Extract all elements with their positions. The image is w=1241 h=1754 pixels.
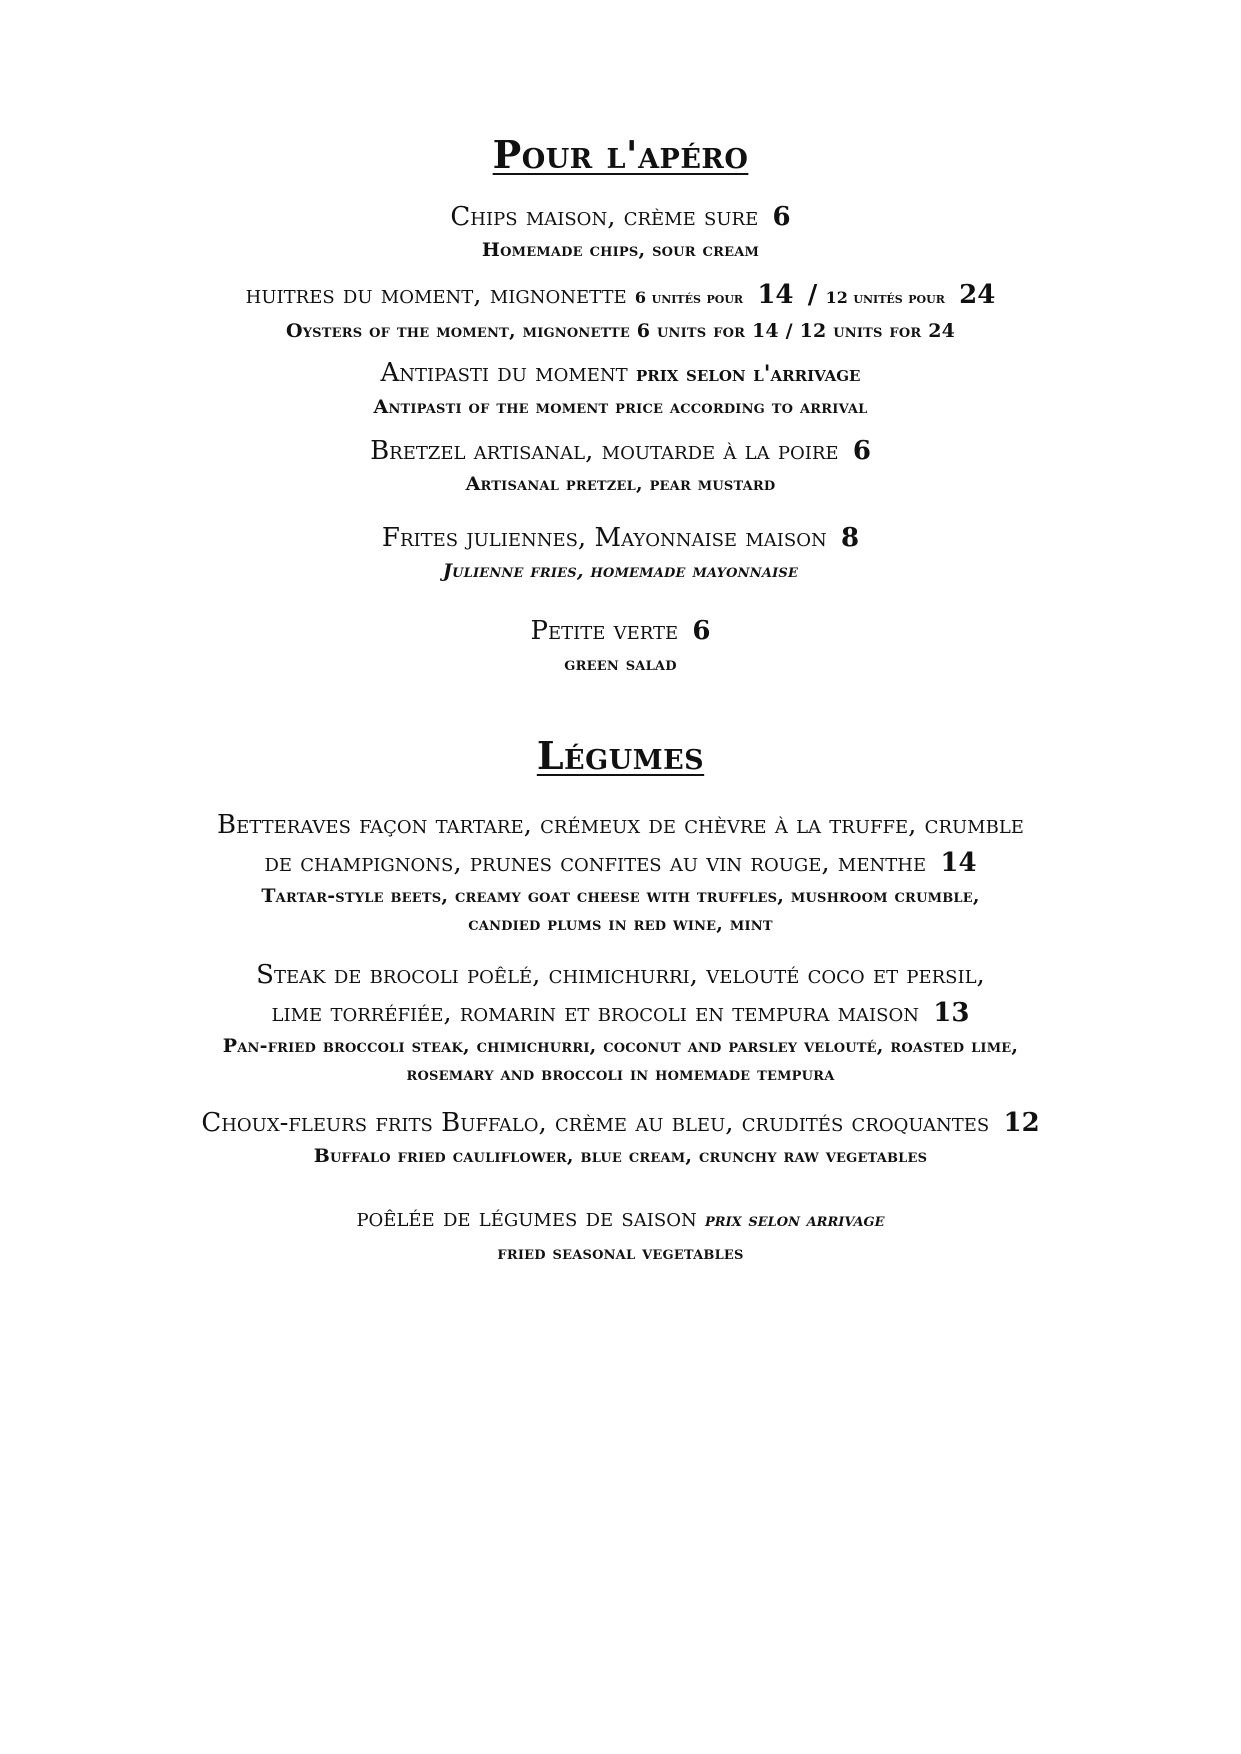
- item-price: 24: [959, 280, 996, 310]
- item-name-en: Homemade chips, sour cream: [481, 239, 760, 261]
- price-separator: /: [807, 280, 818, 310]
- menu-item: [0, 1199, 1241, 1267]
- item-name-en: fried seasonal vegetables: [497, 1242, 744, 1264]
- item-quantity: 12 unités pour: [825, 288, 945, 307]
- menu-item: [0, 198, 1241, 264]
- section-title: Pour l'apéro: [492, 132, 749, 177]
- item-name-en: Julienne fries, homemade mayonnaise: [442, 560, 799, 582]
- item-price: 6: [772, 202, 791, 232]
- item-price: 14: [757, 280, 794, 310]
- section-title: Légumes: [536, 733, 705, 778]
- menu-item: [0, 956, 1241, 1088]
- item-name-en: rosemary and broccoli in homemade tempura: [406, 1063, 835, 1085]
- item-name-en: green salad: [564, 653, 677, 675]
- item-price: 12: [1003, 1108, 1040, 1138]
- item-name-en: Pan-fried broccoli steak, chimichurri, coconut and parsley velouté, roasted lime,: [222, 1035, 1019, 1057]
- menu-item: [0, 432, 1241, 498]
- menu-item: [0, 276, 1241, 345]
- item-name-fr: Frites juliennes, Mayonnaise maison: [381, 523, 827, 553]
- item-name-fr: Choux-fleurs frits Buffalo, crème au bleu, crudités croquantes: [201, 1108, 990, 1138]
- item-name-fr: Petite verte: [530, 616, 679, 646]
- menu-item: [0, 1104, 1241, 1170]
- menu-item: [0, 612, 1241, 678]
- item-name-fr: huitres du moment, mignonette: [245, 280, 627, 310]
- item-name-en: Tartar-style beets, creamy goat cheese with truffles, mushroom crumble,: [261, 885, 980, 907]
- section-legumes: [0, 733, 1241, 778]
- item-name-en: Oysters of the moment, mignonette 6 units for 14 / 12 units for 24: [285, 320, 956, 342]
- item-quantity: 6 unités pour: [634, 288, 744, 307]
- menu-item: [0, 354, 1241, 421]
- item-name-fr: Steak de brocoli poêlé, chimichurri, velouté coco et persil,: [256, 960, 985, 990]
- item-price: 14: [940, 848, 977, 878]
- item-price: 6: [852, 436, 871, 466]
- item-name-fr: Antipasti du moment: [380, 358, 628, 388]
- menu-item: [0, 806, 1241, 938]
- section-apero: [0, 132, 1241, 177]
- item-price: 6: [692, 616, 711, 646]
- item-price-note: prix selon l'arrivage: [635, 361, 861, 387]
- menu-item: [0, 519, 1241, 585]
- item-name-fr: lime torréfiée, romarin et brocoli en tempura maison: [271, 998, 919, 1028]
- item-name-en: Antipasti of the moment price according to arrival: [373, 396, 868, 418]
- item-name-fr: de champignons, prunes confites au vin rouge, menthe: [264, 848, 927, 878]
- item-name-en: Buffalo fried cauliflower, blue cream, crunchy raw vegetables: [313, 1145, 928, 1167]
- item-name-en: candied plums in red wine, mint: [468, 913, 773, 935]
- item-name-fr: Bretzel artisanal, moutarde à la poire: [370, 436, 839, 466]
- item-price: 13: [933, 998, 970, 1028]
- item-name-fr: poêlée de légumes de saison: [356, 1203, 697, 1233]
- item-name-fr: Betteraves façon tartare, crémeux de chèvre à la truffe, crumble: [217, 810, 1024, 840]
- item-price: 8: [840, 523, 860, 553]
- item-name-fr: Chips maison, crème sure: [450, 202, 759, 232]
- item-price-note: prix selon arrivage: [704, 1209, 885, 1231]
- item-name-en: Artisanal pretzel, pear mustard: [465, 473, 776, 495]
